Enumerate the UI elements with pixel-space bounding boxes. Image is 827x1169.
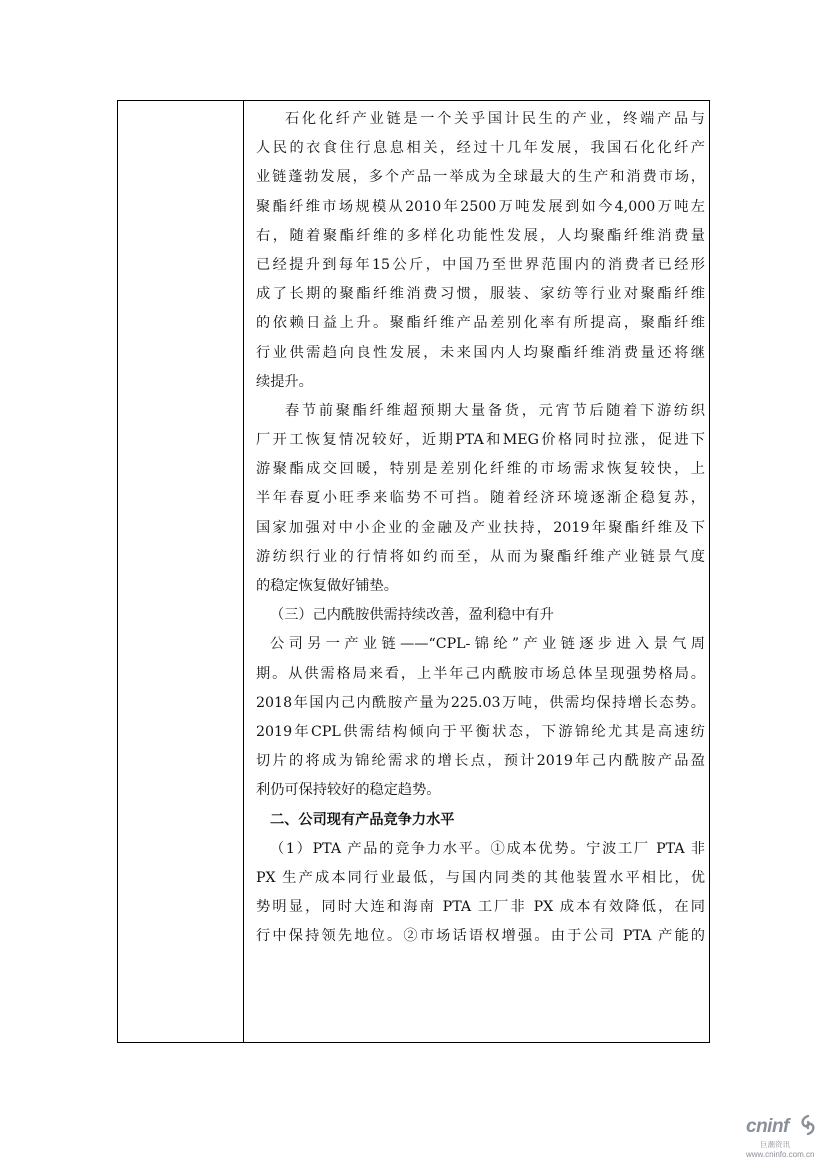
text-line: 的稳定恢复做好铺垫。 [256, 578, 398, 594]
text-line: 利仍可保持较好的稳定趋势。 [256, 782, 441, 799]
text-line: PX 生产成本同行业最低，与国内同类的其他装置水平相比，优 [256, 869, 705, 886]
logo-chinese-text: 巨潮资讯 [760, 1140, 790, 1149]
text-line: 半年春夏小旺季来临势不可挡。随着经济环境逐渐企稳复苏， [256, 490, 705, 507]
logo-brand-text: cninf [746, 1116, 789, 1137]
table-text-cell [256, 105, 705, 951]
text-line: 国家加强对中小企业的金融及产业扶持，2019年聚酯纤维及下 [256, 519, 705, 536]
text-line: 续提升。 [256, 373, 313, 390]
text-line: 游聚酯成交回暖，特别是差别化纤维的市场需求恢复较快，上 [256, 461, 705, 478]
text-line: 已经提升到每年15公斤，中国乃至世界范围内的消费者已经形 [256, 256, 705, 273]
text-line: 成了长期的聚酯纤维消费习惯，服装、家纺等行业对聚酯纤维 [256, 286, 705, 303]
content-table [117, 100, 710, 1043]
logo-url-text: www.cninfo.com.cn [746, 1150, 815, 1159]
text-line: 聚酯纤维市场规模从2010年2500万吨发展到如今4,000万吨左 [256, 198, 705, 215]
text-line: 行中保持领先地位。②市场话语权增强。由于公司 PTA 产能的 [256, 928, 705, 945]
text-line: 游纺织行业的行情将如约而至，从而为聚酯纤维产业链景气度 [256, 548, 705, 565]
text-line: 右，随着聚酯纤维的多样化功能性发展，人均聚酯纤维消费量 [256, 227, 705, 244]
text-line: 2019年CPL供需结构倾向于平衡状态，下游锦纶尤其是高速纺 [256, 723, 705, 740]
text-line: 行业供需趋向良性发展，未来国内人均聚酯纤维消费量还将继 [256, 344, 705, 361]
text-line: （三）己内酰胺供需持续改善，盈利稳中有升 [270, 607, 554, 624]
text-line: 人民的衣食住行息息相关，经过十几年发展，我国石化化纤产 [256, 140, 705, 157]
cninf-logo [746, 1114, 820, 1162]
text-line: （1）PTA 产品的竞争力水平。①成本优势。宁波工厂 PTA 非 [270, 840, 705, 857]
text-line: 切片的将成为锦纶需求的增长点，预计2019年己内酰胺产品盈 [256, 753, 705, 770]
text-line: 春节前聚酯纤维超预期大量备货，元宵节后随着下游纺织 [285, 402, 705, 419]
text-line: 期。从供需格局来看，上半年己内酰胺市场总体呈现强势格局。 [256, 665, 705, 682]
section-heading: 二、公司现有产品竞争力水平 [270, 811, 455, 828]
text-line: 势明显，同时大连和海南 PTA 工厂非 PX 成本有效降低，在同 [256, 899, 705, 916]
text-line: 公司另一产业链——“CPL-锦纶”产业链逐步进入景气周 [270, 636, 705, 653]
text-line: 厂开工恢复情况较好，近期PTA和MEG价格同时拉涨，促进下 [256, 432, 705, 449]
text-line: 2018年国内己内酰胺产量为225.03万吨，供需均保持增长态势。 [256, 694, 705, 711]
swirl-icon [798, 1114, 818, 1136]
text-line: 业链蓬勃发展，多个产品一举成为全球最大的生产和消费市场， [256, 169, 705, 186]
text-line: 石化化纤产业链是一个关乎国计民生的产业，终端产品与 [285, 111, 705, 127]
table-column-divider [243, 101, 244, 1042]
text-line: 的依赖日益上升。聚酯纤维产品差别化率有所提高，聚酯纤维 [256, 315, 705, 332]
